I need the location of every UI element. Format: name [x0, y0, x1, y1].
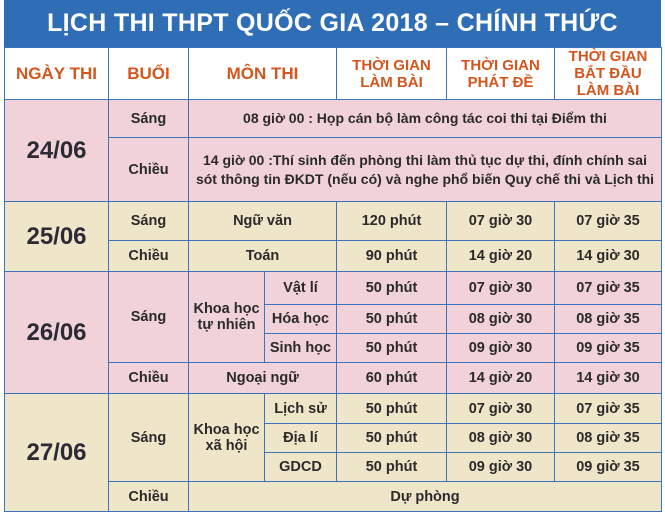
session-cell: Sáng: [109, 100, 189, 138]
subject-cell: Địa lí: [265, 424, 337, 453]
note-cell: 08 giờ 00 : Họp cán bộ làm công tác coi thi tại Điểm thi: [189, 100, 662, 138]
paper-time-cell: 09 giờ 30: [447, 334, 555, 363]
paper-time-cell: 07 giờ 30: [447, 394, 555, 424]
subject-cell: Lịch sử: [265, 394, 337, 424]
paper-time-cell: 07 giờ 30: [447, 272, 555, 305]
duration-cell: 90 phút: [337, 241, 447, 272]
duration-cell: 50 phút: [337, 453, 447, 482]
exam-schedule: [4, 0, 661, 512]
header-date: NGÀY THI: [5, 48, 109, 100]
header-session: BUỔI: [109, 48, 189, 100]
paper-time-cell: 08 giờ 30: [447, 305, 555, 334]
date-cell: 26/06: [5, 272, 109, 394]
note-cell: Dự phòng: [189, 482, 662, 512]
paper-time-cell: 07 giờ 30: [447, 202, 555, 241]
subject-cell: Vật lí: [265, 272, 337, 305]
header-subject: MÔN THI: [189, 48, 337, 100]
paper-time-cell: 14 giờ 20: [447, 363, 555, 394]
start-time-cell: 09 giờ 35: [555, 453, 662, 482]
session-cell: Chiều: [109, 363, 189, 394]
start-time-cell: 07 giờ 35: [555, 272, 662, 305]
header-duration: THỜI GIAN LÀM BÀI: [337, 48, 447, 100]
start-time-cell: 09 giờ 35: [555, 334, 662, 363]
duration-cell: 50 phút: [337, 334, 447, 363]
schedule-table: [4, 47, 662, 512]
subject-cell: Ngữ văn: [189, 202, 337, 241]
session-cell: Sáng: [109, 272, 189, 363]
header-row: [5, 48, 662, 100]
session-cell: Chiều: [109, 482, 189, 512]
start-time-cell: 08 giờ 35: [555, 305, 662, 334]
subject-cell: Toán: [189, 241, 337, 272]
duration-cell: 50 phút: [337, 305, 447, 334]
paper-time-cell: 14 giờ 20: [447, 241, 555, 272]
duration-cell: 60 phút: [337, 363, 447, 394]
date-cell: 25/06: [5, 202, 109, 272]
duration-cell: 50 phút: [337, 394, 447, 424]
session-cell: Sáng: [109, 394, 189, 482]
duration-cell: 50 phút: [337, 272, 447, 305]
note-cell: 14 giờ 00 :Thí sinh đến phòng thi làm thủ tục dự thi, đính chính sai sót thông tin ĐKDT (nếu có) và nghe phổ biến Quy chế thi và Lịch thi: [189, 138, 662, 202]
date-cell: 24/06: [5, 100, 109, 202]
subject-group-cell: Khoa học tự nhiên: [189, 272, 265, 363]
header-start-time: THỜI GIAN BẮT ĐẦU LÀM BÀI: [555, 48, 662, 100]
start-time-cell: 07 giờ 35: [555, 394, 662, 424]
table-row: [5, 100, 662, 138]
table-row: [5, 202, 662, 241]
page-title: LỊCH THI THPT QUỐC GIA 2018 – CHÍNH THỨC: [4, 0, 661, 47]
start-time-cell: 07 giờ 35: [555, 202, 662, 241]
paper-time-cell: 08 giờ 30: [447, 424, 555, 453]
session-cell: Chiều: [109, 241, 189, 272]
subject-cell: Ngoại ngữ: [189, 363, 337, 394]
subject-cell: GDCD: [265, 453, 337, 482]
subject-group-cell: Khoa học xã hội: [189, 394, 265, 482]
subject-cell: Hóa học: [265, 305, 337, 334]
start-time-cell: 14 giờ 30: [555, 241, 662, 272]
table-row: [5, 272, 662, 305]
header-paper-time: THỜI GIAN PHÁT ĐỀ: [447, 48, 555, 100]
duration-cell: 120 phút: [337, 202, 447, 241]
session-cell: Chiều: [109, 138, 189, 202]
start-time-cell: 08 giờ 35: [555, 424, 662, 453]
date-cell: 27/06: [5, 394, 109, 512]
duration-cell: 50 phút: [337, 424, 447, 453]
paper-time-cell: 09 giờ 30: [447, 453, 555, 482]
session-cell: Sáng: [109, 202, 189, 241]
subject-cell: Sinh học: [265, 334, 337, 363]
table-row: [5, 394, 662, 424]
start-time-cell: 14 giờ 30: [555, 363, 662, 394]
